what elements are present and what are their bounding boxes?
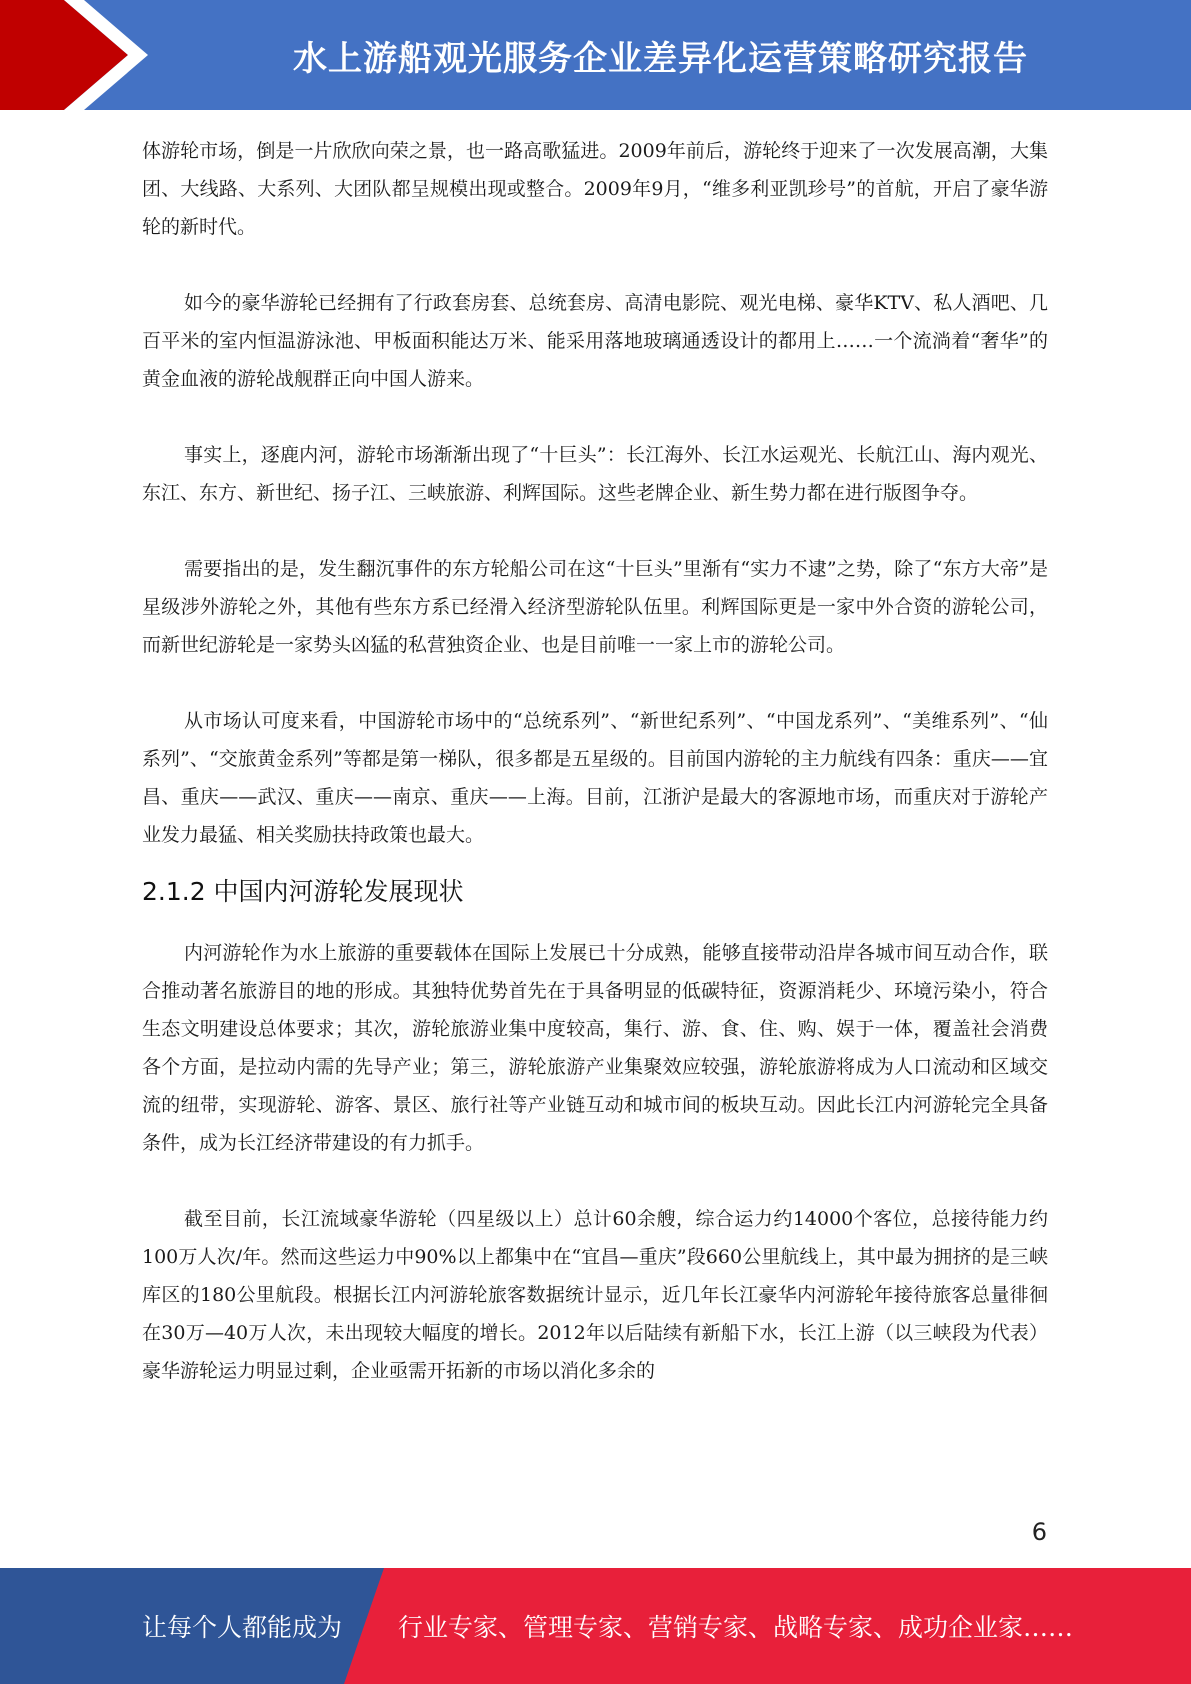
section-heading: 2.1.2 中国内河游轮发展现状 <box>142 877 464 906</box>
header-red-chevron <box>0 0 128 110</box>
paragraph-2: 如今的豪华游轮已经拥有了行政套房套、总统套房、高清电影院、观光电梯、豪华KTV、私人酒吧、几百平米的室内恒温游泳池、甲板面积能达万米、能采用落地玻璃通透设计的都用上……一个流淌着“奢华”的黄金血液的游轮战舰群正向中国人游来。 <box>142 292 1048 390</box>
page-footer <box>0 1568 1191 1684</box>
paragraph-5: 从市场认可度来看，中国游轮市场中的“总统系列”、“新世纪系列”、“中国龙系列”、“美维系列”、“仙系列”、“交旅黄金系列”等都是第一梯队，很多都是五星级的。目前国内游轮的主力航线有四条：重庆——宜昌、重庆——武汉、重庆——南京、重庆——上海。目前，江浙沪是最大的客源地市场，而重庆对于游轮产业发力最猛、相关奖励扶持政策也最大。 <box>142 710 1048 846</box>
report-title: 水上游船观光服务企业差异化运营策略研究报告 <box>293 38 1028 79</box>
paragraph-1: 体游轮市场，倒是一片欣欣向荣之景，也一路高歌猛进。2009年前后，游轮终于迎来了一次发展高潮，大集团、大线路、大系列、大团队都呈规模出现或整合。2009年9月，“维多利亚凯珍号”的首航，开启了豪华游轮的新时代。 <box>142 140 1048 238</box>
footer-slogan-left: 让每个人都能成为 <box>142 1613 343 1642</box>
paragraph-4: 需要指出的是，发生翻沉事件的东方轮船公司在这“十巨头”里渐有“实力不逮”之势，除了“东方大帝”是星级涉外游轮之外，其他有些东方系已经滑入经济型游轮队伍里。利辉国际更是一家中外合资的游轮公司，而新世纪游轮是一家势头凶猛的私营独资企业、也是目前唯一一家上市的游轮公司。 <box>142 558 1048 656</box>
paragraph-6: 内河游轮作为水上旅游的重要载体在国际上发展已十分成熟，能够直接带动沿岸各城市间互动合作，联合推动著名旅游目的地的形成。其独特优势首先在于具备明显的低碳特征，资源消耗少、环境污染小，符合生态文明建设总体要求；其次，游轮旅游业集中度较高，集行、游、食、住、购、娱于一体，覆盖社会消费各个方面，是拉动内需的先导产业；第三，游轮旅游产业集聚效应较强，游轮旅游将成为人口流动和区域交流的纽带，实现游轮、游客、景区、旅行社等产业链互动和城市间的板块互动。因此长江内河游轮完全具备条件，成为长江经济带建设的有力抓手。 <box>142 942 1048 1154</box>
footer-slogan-right: 行业专家、管理专家、营销专家、战略专家、成功企业家…… <box>398 1613 1074 1642</box>
page-header <box>0 0 1191 110</box>
document-body <box>142 132 1048 1390</box>
page-number: 6 <box>1031 1518 1047 1546</box>
paragraph-3: 事实上，逐鹿内河，游轮市场渐渐出现了“十巨头”：长江海外、长江水运观光、长航江山、海内观光、东江、东方、新世纪、扬子江、三峡旅游、利辉国际。这些老牌企业、新生势力都在进行版图争夺。 <box>142 444 1048 504</box>
paragraph-7: 截至目前，长江流域豪华游轮（四星级以上）总计60余艘，综合运力约14000个客位，总接待能力约100万人次/年。然而这些运力中90%以上都集中在“宜昌—重庆”段660公里航线上，其中最为拥挤的是三峡库区的180公里航段。根据长江内河游轮旅客数据统计显示，近几年长江豪华内河游轮年接待旅客总量徘徊在30万—40万人次，未出现较大幅度的增长。2012年以后陆续有新船下水，长江上游（以三峡段为代表）豪华游轮运力明显过剩，企业亟需开拓新的市场以消化多余的 <box>142 1208 1048 1382</box>
